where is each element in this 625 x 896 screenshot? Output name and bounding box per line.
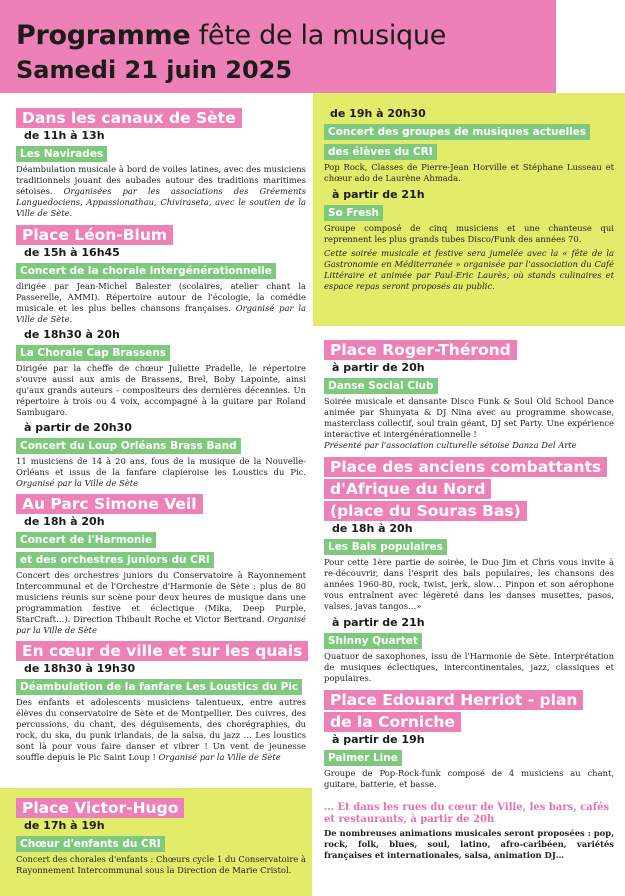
place-leon-blum: Place Léon-Blum: [16, 225, 173, 245]
event-orchestres-juniors: et des orchestres juniors du CRI: [16, 552, 214, 568]
time-label: de 18h à 20h: [332, 522, 413, 535]
event-description: Pour cette 1ère partie de soirée, le Duo Jim et Chris vous invite à re-découvrir, dans l'esprit des bals populaires, les chansons des années 1960-80, rock, twist, jerk, slow… Pinpon et son aérophone vous entraînent avec légèreté dans les danses musettes, pasos, valses, javas tangos…»: [324, 557, 614, 611]
event-description: Quatuor de saxophones, issu de l'Harmonie de Sète. Interprétation de musiques éclectiques, intercontinentales, jazz, classiques et populaires.: [324, 651, 614, 683]
place-edouard-herriot: Place Edouard Herriot - plan: [324, 690, 583, 710]
event-description: Soirée musicale et dansante Disco Funk & Soul Old School Dance animée par Shunyata & DJ Nina avec au programme showcase, masterclass collectif, soul train géant, DJ set Party. Une expérience interactive et intergénérationnelle !: [324, 396, 614, 439]
time-label: à partir de 21h: [332, 616, 425, 629]
time-label: à partir de 19h: [332, 733, 425, 746]
time-label: à partir de 21h: [332, 188, 425, 201]
gastronomie-note: Cette soirée musicale et festive sera jumelée avec la « fête de la Gastronomie en Méditerranée » organisée par l'association du Café Littéraire et animée par Paul-Eric Laurès, où stands culinaires et espace repas seront proposés au public.: [324, 248, 614, 291]
footer-headline: … Et dans les rues du cœur de Ville, les bars, cafés et restaurants, à partir de 20h: [324, 802, 610, 825]
page-date: Samedi 21 juin 2025: [16, 56, 293, 84]
event-description: Dirigée par la cheffe de chœur Juliette Pradelle, le répertoire s'ouvre aussi aux amis de Brassens, Brel, Boby Lapointe, ainsi qu'aux grands auteurs - compositeurs des dernières décennies. Un répertoire à trois ou 4 voix, accompagné à la guitare par Roland Sambugaro.: [16, 363, 306, 417]
event-note: Présenté par l'association culturelle sétoise Danza Del Arte: [324, 440, 577, 450]
event-description: Déambulation musicale à bord de voiles latines, avec des musiciens traditionnels jouant des aubades autour des traditions maritimes sétoises. Organisées par les associations des Gréements Languedociens, Appassionathau, Chiviraseta, avec le soutien de la Ville de Sète.: [16, 164, 306, 218]
victor-hugo-section: [16, 798, 306, 876]
page-title: Programme fête de la musique: [16, 20, 447, 51]
event-description: dirigée par Jean-Michel Balester (scolaires, atelier chant la Passerelle, AMMI). Répertoire autour de l'écologie, la comédie musicale et les plus belles chansons françaises. Organisé par la Ville de Sète.: [16, 281, 306, 324]
place-souras-bas: (place du Souras Bas): [324, 501, 527, 521]
time-label: de 18h30 à 19h30: [24, 662, 136, 675]
event-chorale-intergenerationnelle: Concert de la chorale intergénérationnelle: [16, 263, 276, 279]
place-anciens-combattants: Place des anciens combattants: [324, 457, 607, 477]
time-label: de 19h à 20h30: [330, 107, 426, 120]
right-column: [324, 340, 614, 861]
event-so-fresh: So Fresh: [324, 205, 383, 221]
left-column: [16, 108, 306, 763]
event-musiques-actuelles: Concert des groupes de musiques actuelles: [324, 124, 590, 140]
event-choeur-enfants: Chœur d'enfants du CRI: [16, 836, 165, 852]
place-victor-hugo: Place Victor-Hugo: [16, 798, 184, 818]
event-loup-orleans: Concert du Loup Orléans Brass Band: [16, 438, 241, 454]
place-roger-therond: Place Roger-Thérond: [324, 340, 517, 360]
time-label: de 15h à 16h45: [24, 246, 120, 259]
event-description: Groupe composé de cinq musiciens et une chanteuse qui reprennent les plus grands tubes Disco/Funk des années 70.: [324, 223, 614, 244]
event-palmer-line: Palmer Line: [324, 750, 402, 766]
time-label: à partir de 20h: [332, 361, 425, 374]
event-description: Groupe de Pop-Rock-funk composé de 4 musiciens au chant, guitare, batterie, et basse.: [324, 768, 614, 789]
event-description: Des enfants et adolescents musiciens talentueux, entre autres élèves du conservatoire de Sète et de Montpellier. Des cuivres, des percussions, du chant, des déguisements, des chorégraphies, du rock, du ska, du punk irlandais, de la salsa, du jazz … Les loustics sont là pour vous faire danser et vibrer ! Un vent de jeunesse souffle depuis le Pic Saint Loup ! Organisé par la Ville de Sète: [16, 697, 306, 762]
event-shinny-quartet: Shinny Quartet: [324, 633, 422, 649]
header-banner: [0, 0, 556, 93]
time-label: de 17h à 19h: [24, 819, 105, 832]
event-harmonie: Concert de l'Harmonie: [16, 532, 156, 548]
right-top-section: [324, 106, 614, 292]
time-label: à partir de 20h30: [24, 421, 132, 434]
event-description: 11 musiciens de 14 à 20 ans, fous de la musique de la Nouvelle-Orléans et issus de la fanfare clapieroise les Loustics du Pic. Organisé par la Ville de Sète: [16, 456, 306, 488]
event-description: Pop Rock, Classes de Pierre-Jean Horville et Stéphane Lusseau et chœur ado de Laurène Ahmada.: [324, 162, 614, 183]
time-label: de 18h30 à 20h: [24, 328, 120, 341]
event-danse-social-club: Danse Social Club: [324, 378, 438, 394]
event-chorale-cap-brassens: La Chorale Cap Brassens: [16, 345, 170, 361]
place-coeur-de-ville: En cœur de ville et sur les quais: [16, 641, 308, 661]
event-eleves-cri: des élèves du CRI: [324, 144, 437, 160]
place-corniche: de la Corniche: [324, 712, 461, 732]
place-canaux: Dans les canaux de Sète: [16, 108, 242, 128]
event-bals-populaires: Les Bals populaires: [324, 539, 447, 555]
event-description: Concert des orchestres juniors du Conservatoire à Rayonnement Intercommunal et de l'Orchestre d'Harmonie de Sète : plus de 80 musiciens réunis sur scène pour deux heures de musique dans une programmation festive et éclectique (Mika, Deep Purple, StarCraft…). Direction Thibault Roche et Victor Bertrand. Organisé par la Ville de Sète: [16, 570, 306, 635]
event-description: Concert des chorales d'enfants : Chœurs cycle 1 du Conservatoire à Rayonnement Intercommunal sous la Direction de Marie Cristol.: [16, 854, 306, 875]
time-label: de 18h à 20h: [24, 515, 105, 528]
time-label: de 11h à 13h: [24, 129, 105, 142]
place-parc-simone-veil: Au Parc Simone Veil: [16, 494, 203, 514]
place-anciens-combattants-line2: d'Afrique du Nord: [324, 479, 491, 499]
event-deambulation-loustics: Déambulation de la fanfare Les Loustics du Pic: [16, 679, 302, 695]
event-navirades: Les Navirades: [16, 146, 107, 162]
footer-body: De nombreuses animations musicales seront proposées : pop, rock, folk, blues, soul, latino, afro-caribéen, variétés françaises et internationales, salsa, animation DJ…: [324, 828, 614, 860]
